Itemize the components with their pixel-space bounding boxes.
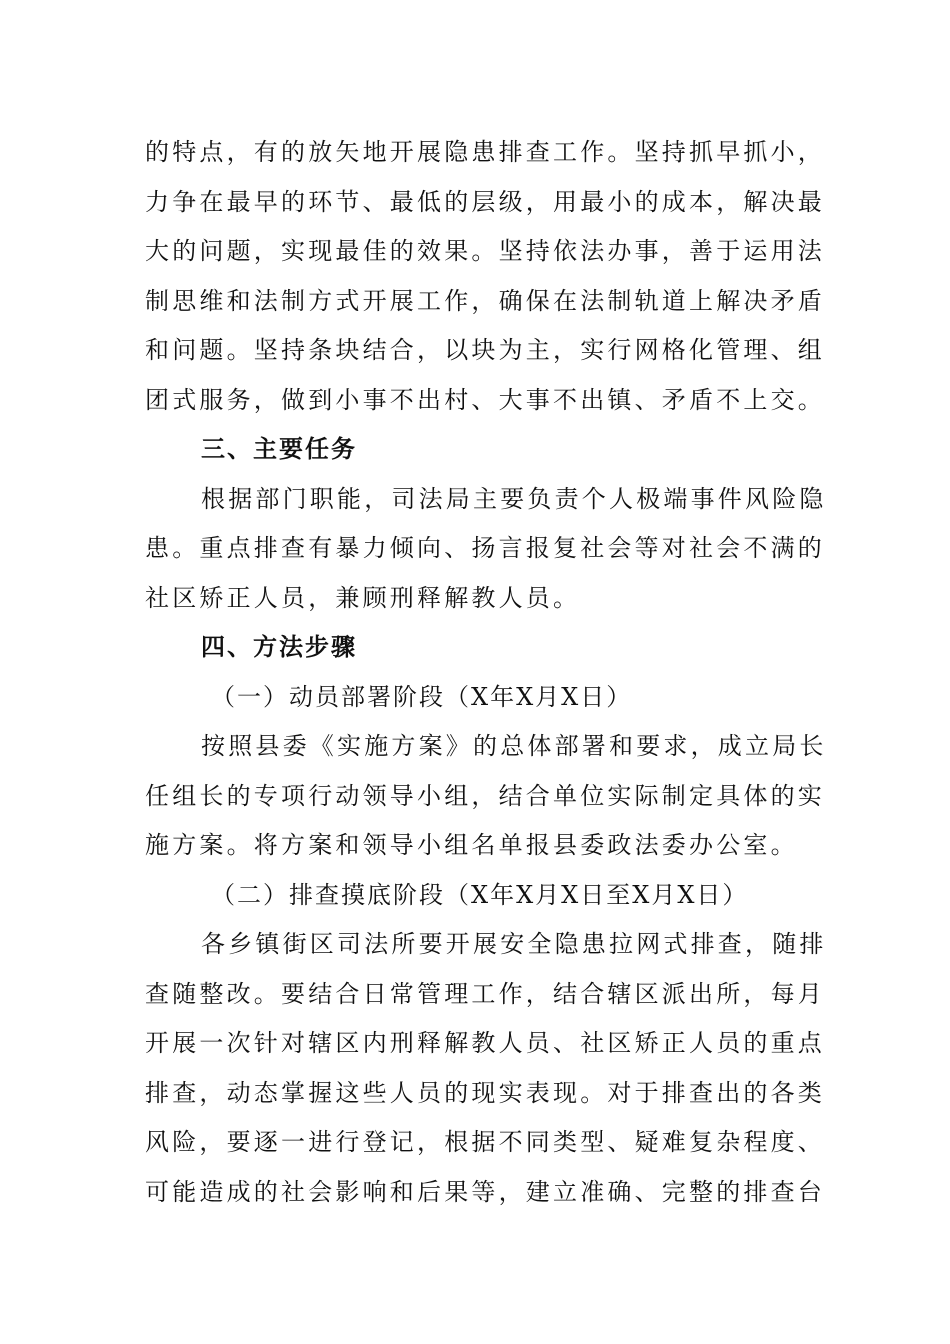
paragraph-line: 按照县委《实施方案》的总体部署和要求，成立局长 xyxy=(201,732,827,760)
paragraph-line: 和问题。坚持条块结合，以块为主，实行网格化管理、组 xyxy=(145,336,825,364)
paragraph-line: 开展一次针对辖区内刑释解教人员、社区矫正人员的重点 xyxy=(145,1029,825,1057)
paragraph-line: 大的问题，实现最佳的效果。坚持依法办事，善于运用法 xyxy=(145,237,825,265)
paragraph-line: 查随整改。要结合日常管理工作，结合辖区派出所，每月 xyxy=(145,979,825,1008)
paragraph-line: 可能造成的社会影响和后果等，建立准确、完整的排查台 xyxy=(145,1177,825,1206)
paragraph-line: 力争在最早的环节、最低的层级，用最小的成本，解决最 xyxy=(145,187,825,216)
section-heading-main-tasks: 三、主要任务 xyxy=(201,435,357,463)
subheading-mobilization-phase: （一）动员部署阶段（X年X月X日） xyxy=(211,682,633,711)
paragraph-line: 制思维和法制方式开展工作，确保在法制轨道上解决矛盾 xyxy=(145,286,825,315)
paragraph-line: 任组长的专项行动领导小组，结合单位实际制定具体的实 xyxy=(145,781,825,810)
paragraph-line: 风险，要逐一进行登记，根据不同类型、疑难复杂程度、 xyxy=(145,1128,825,1156)
paragraph-line: 根据部门职能，司法局主要负责个人极端事件风险隐 xyxy=(201,484,827,513)
paragraph-line: 各乡镇街区司法所要开展安全隐患拉网式排查，随排 xyxy=(201,930,827,958)
paragraph-line: 社区矫正人员，兼顾刑释解教人员。 xyxy=(145,583,581,612)
paragraph-line: 排查，动态掌握这些人员的现实表现。对于排查出的各类 xyxy=(145,1078,825,1107)
section-heading-method-steps: 四、方法步骤 xyxy=(201,633,357,661)
paragraph-line: 施方案。将方案和领导小组名单报县委政法委办公室。 xyxy=(145,831,798,859)
paragraph-line: 的特点，有的放矢地开展隐患排查工作。坚持抓早抓小， xyxy=(145,138,825,166)
subheading-survey-phase: （二）排查摸底阶段（X年X月X日至X月X日） xyxy=(211,880,749,909)
document-body xyxy=(145,128,827,1217)
paragraph-line: 患。重点排查有暴力倾向、扬言报复社会等对社会不满的 xyxy=(145,534,825,562)
paragraph-line: 团式服务，做到小事不出村、大事不出镇、矛盾不上交。 xyxy=(145,385,825,414)
